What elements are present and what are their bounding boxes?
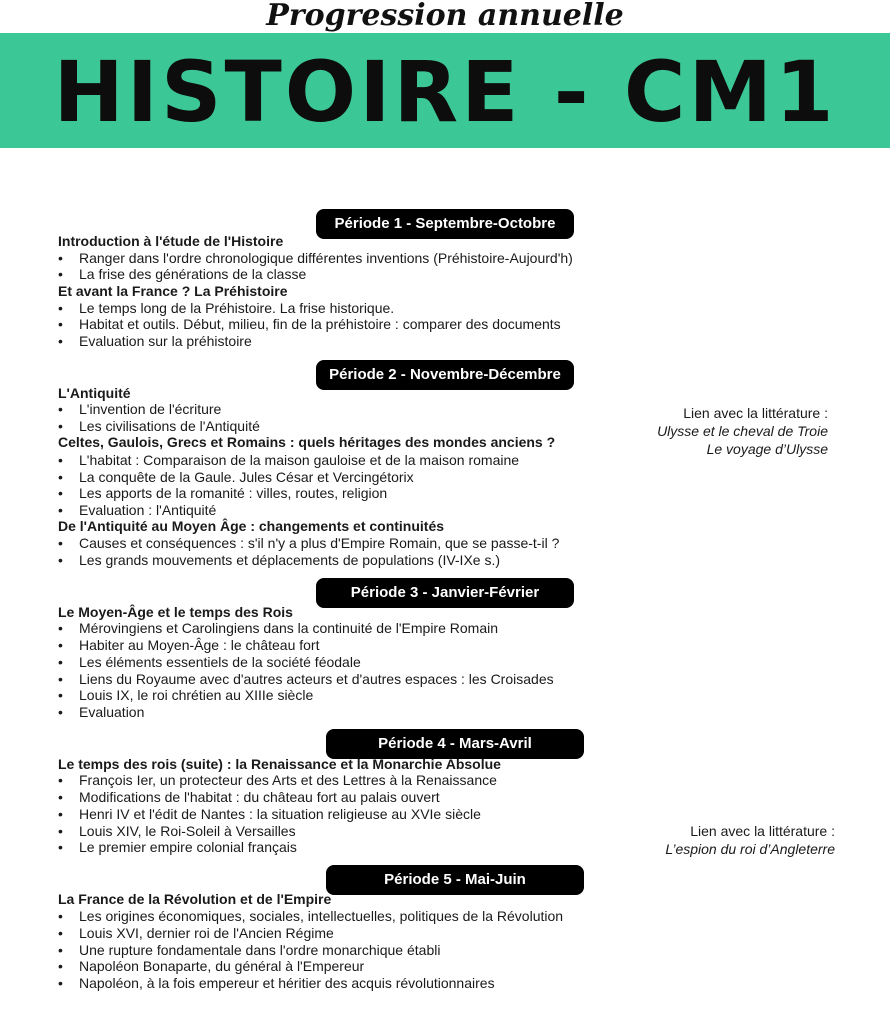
list-item: • Evaluation sur la préhistoire [58,333,252,349]
list-item: • Napoléon Bonaparte, du général à l'Empereur [58,958,365,974]
period-1-badge: Période 1 - Septembre-Octobre [316,209,574,239]
list-item: • Une rupture fondamentale dans l'ordre monarchique établi [58,942,441,958]
period-3-badge: Période 3 - Janvier-Février [316,578,574,608]
section-heading: L'Antiquité [58,385,131,401]
list-item: • Louis IX, le roi chrétien au XIIIe siècle [58,687,314,703]
period-2-badge: Période 2 - Novembre-Décembre [316,360,574,390]
section-heading: La France de la Révolution et de l'Empire [58,891,332,907]
book-title: Ulysse et le cheval de Troie [657,423,828,439]
section-heading: Introduction à l'étude de l'Histoire [58,233,284,249]
list-item: • Evaluation : l'Antiquité [58,502,217,518]
list-item: • Louis XIV, le Roi-Soleil à Versailles [58,823,296,839]
list-item: • Les éléments essentiels de la société féodale [58,654,361,670]
period-4-badge: Période 4 - Mars-Avril [326,729,584,759]
list-item: • Les apports de la romanité : villes, routes, religion [58,485,388,501]
list-item: • La frise des générations de la classe [58,266,307,282]
section-heading: Le Moyen-Âge et le temps des Rois [58,604,293,620]
list-item: • Modifications de l'habitat : du château fort au palais ouvert [58,789,440,805]
book-title: L’espion du roi d’Angleterre [665,841,835,857]
list-item: • Ranger dans l'ordre chronologique différentes inventions (Préhistoire-Aujourd'h) [58,250,573,266]
list-item: • Habitat et outils. Début, milieu, fin de la préhistoire : comparer des documents [58,316,561,332]
list-item: • L'invention de l'écriture [58,401,222,417]
period-5-badge: Période 5 - Mai-Juin [326,865,584,895]
list-item: • Le temps long de la Préhistoire. La frise historique. [58,300,395,316]
list-item: • Causes et conséquences : s'il n'y a plus d'Empire Romain, que se passe-t-il ? [58,535,560,551]
list-item: • François Ier, un protecteur des Arts et des Lettres à la Renaissance [58,772,497,788]
list-item: • Evaluation [58,704,145,720]
book-title: Le voyage d’Ulysse [706,441,828,457]
section-heading: Et avant la France ? La Préhistoire [58,283,288,299]
literature-label: Lien avec la littérature : [690,823,835,839]
list-item: • Les civilisations de l'Antiquité [58,418,260,434]
literature-label: Lien avec la littérature : [683,405,828,421]
section-heading: Le temps des rois (suite) : la Renaissance et la Monarchie Absolue [58,756,501,772]
list-item: • Habiter au Moyen-Âge : le château fort [58,637,320,653]
subtitle: Progression annuelle [266,0,624,33]
page-title: HISTOIRE - CM1 [53,43,837,141]
list-item: • Les origines économiques, sociales, intellectuelles, politiques de la Révolution [58,908,564,924]
list-item: • Henri IV et l'édit de Nantes : la situation religieuse au XVIe siècle [58,806,481,822]
list-item: • Napoléon, à la fois empereur et héritier des acquis révolutionnaires [58,975,495,991]
section-heading: De l'Antiquité au Moyen Âge : changements et continuités [58,518,445,534]
list-item: • Mérovingiens et Carolingiens dans la continuité de l'Empire Romain [58,620,499,636]
list-item: • Les grands mouvements et déplacements de populations (IV-IXe s.) [58,552,501,568]
list-item: • Le premier empire colonial français [58,839,297,855]
list-item: • La conquête de la Gaule. Jules César et Vercingétorix [58,469,414,485]
section-heading: Celtes, Gaulois, Grecs et Romains : quels héritages des mondes anciens ? [58,434,556,450]
literature-link [657,404,828,458]
list-item: • L'habitat : Comparaison de la maison gauloise et de la maison romaine [58,452,520,468]
list-item: • Louis XVI, dernier roi de l'Ancien Régime [58,925,334,941]
literature-link [665,822,835,858]
list-item: • Liens du Royaume avec d'autres acteurs et d'autres espaces : les Croisades [58,671,554,687]
